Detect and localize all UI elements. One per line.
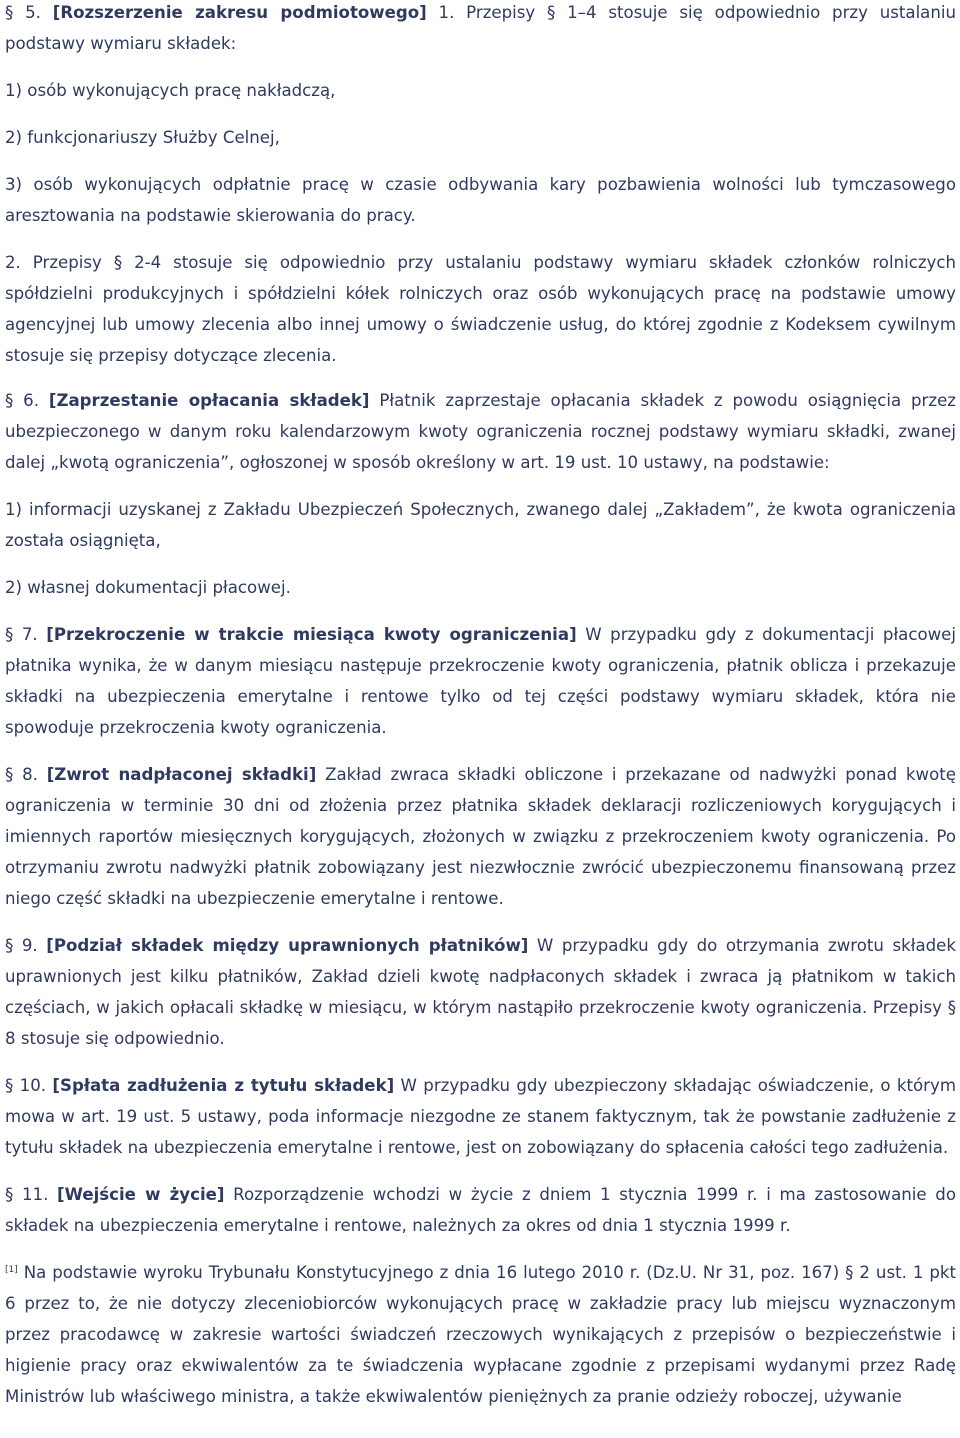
paragraph-11 [5, 1179, 956, 1241]
paragraph-text: W przypadku gdy ubezpieczony składając oświadczenie, o którym mowa w art. 19 ust. 5 ustawy, poda informacje niezgodne ze stanem faktycznym, tak że powstanie zadłużenie z tytułu składek na ubezpieczenia emerytalne i rentowe, jest on zobowiązany do spłacenia całości tego zadłużenia. [5, 1076, 956, 1157]
section-number: § 9. [5, 936, 47, 955]
list-item [5, 169, 956, 231]
section-heading: [Wejście w życie] [57, 1185, 225, 1204]
paragraph-10 [5, 1070, 956, 1163]
list-item [5, 572, 956, 603]
list-item [5, 122, 956, 153]
paragraph-9 [5, 930, 956, 1054]
list-item [5, 75, 956, 106]
paragraph-text: 2) własnej dokumentacji płacowej. [5, 578, 291, 597]
paragraph-text: 2. Przepisy § 2-4 stosuje się odpowiednio przy ustalaniu podstawy wymiaru składek członków rolniczych spółdzielni produkcyjnych i spółdzielni kółek rolniczych oraz osób wykonujących pracę na podstawie umowy agencyjnej lub umowy zlecenia albo innej umowy o świadczenie usług, do której zgodnie z Kodeksem cywilnym stosuje się przepisy dotyczące zlecenia. [5, 253, 956, 365]
section-heading: [Zaprzestanie opłacania składek] [48, 391, 370, 410]
section-heading: [Zwrot nadpłaconej składki] [46, 765, 317, 784]
paragraph [5, 247, 956, 371]
section-heading: [Podział składek między uprawnionych płatników] [46, 936, 529, 955]
section-number: § 5. [5, 3, 53, 22]
footnote-text: Na podstawie wyroku Trybunału Konstytucyjnego z dnia 16 lutego 2010 r. (Dz.U. Nr 31, poz. 167) § 2 ust. 1 pkt 6 przez to, że nie dotyczy zleceniobiorców wykonujących pracę w zakładzie pracy lub miejscu wyznaczonym przez pracodawcę w zakresie wartości świadczeń rzeczowych wynikających z przepisów o bezpieczeństwie i higienie pracy oraz ekwiwalentów za te świadczenia wypłacane zgodnie z przepisami wydanymi przez Radę Ministrów lub właściwego ministra, a także ekwiwalentów pieniężnych za pranie odzieży roboczej, używanie [5, 1263, 956, 1406]
section-heading: [Spłata zadłużenia z tytułu składek] [52, 1076, 395, 1095]
section-heading: [Przekroczenie w trakcie miesiąca kwoty ograniczenia] [46, 625, 577, 644]
footnote [5, 1257, 956, 1412]
paragraph-text: Płatnik zaprzestaje opłacania składek z powodu osiągnięcia przez ubezpieczonego w danym roku kalendarzowym kwoty ograniczenia rocznej podstawy wymiaru składki, zwanej dalej „kwotą ograniczenia”, ogłoszonej w sposób określony w art. 19 ust. 10 ustawy, na podstawie: [5, 391, 956, 472]
paragraph-text: Rozporządzenie wchodzi w życie z dniem 1 stycznia 1999 r. i ma zastosowanie do składek na ubezpieczenia emerytalne i rentowe, należnych za okres od dnia 1 stycznia 1999 r. [5, 1185, 956, 1235]
section-heading: [Rozszerzenie zakresu podmiotowego] [52, 3, 427, 22]
footnote-marker-link[interactable]: [1] [5, 1265, 18, 1275]
paragraph-text: 2) funkcjonariuszy Służby Celnej, [5, 128, 280, 147]
paragraph-text: Zakład zwraca składki obliczone i przekazane od nadwyżki ponad kwotę ograniczenia w terminie 30 dni od złożenia przez płatnika składek deklaracji rozliczeniowych korygujących i imiennych raportów miesięcznych korygujących, złożonych w związku z przekroczeniem kwoty ograniczenia. Po otrzymaniu zwrotu nadwyżki płatnik zobowiązany jest niezwłocznie zwrócić ubezpieczonemu finansowaną przez niego część składki na ubezpieczenie emerytalne i rentowe. [5, 765, 956, 908]
paragraph-7 [5, 619, 956, 743]
paragraph-text: 1) informacji uzyskanej z Zakładu Ubezpieczeń Społecznych, zwanego dalej „Zakładem”, że kwota ograniczenia została osiągnięta, [5, 500, 956, 550]
section-number: § 10. [5, 1076, 53, 1095]
paragraph-text: W przypadku gdy do otrzymania zwrotu składek uprawnionych jest kilku płatników, Zakład dzieli kwotę nadpłaconych składek i zwraca ją płatnikom w takich częściach, w jakich opłacali składkę w miesiącu, w którym nastąpiło przekroczenie kwoty ograniczenia. Przepisy § 8 stosuje się odpowiednio. [5, 936, 956, 1048]
paragraph-6 [5, 385, 956, 478]
section-number: § 11. [5, 1185, 58, 1204]
paragraph-text: W przypadku gdy z dokumentacji płacowej płatnika wynika, że w danym miesiącu następuje przekroczenie kwoty ograniczenia, płatnik oblicza i przekazuje składki na ubezpieczenia emerytalne i rentowe tylko od tej części podstawy wymiaru składek, która nie spowoduje przekroczenia kwoty ograniczenia. [5, 625, 956, 737]
list-item [5, 494, 956, 556]
section-number: § 6. [5, 391, 49, 410]
paragraph-5 [5, 0, 956, 59]
paragraph-text: 1. Przepisy § 1–4 stosuje się odpowiednio przy ustalaniu podstawy wymiaru składek: [5, 3, 956, 53]
paragraph-text: 3) osób wykonujących odpłatnie pracę w czasie odbywania kary pozbawienia wolności lub tymczasowego aresztowania na podstawie skierowania do pracy. [5, 175, 956, 225]
section-number: § 8. [5, 765, 47, 784]
paragraph-text: 1) osób wykonujących pracę nakładczą, [5, 81, 336, 100]
paragraph-8 [5, 759, 956, 914]
section-number: § 7. [5, 625, 47, 644]
